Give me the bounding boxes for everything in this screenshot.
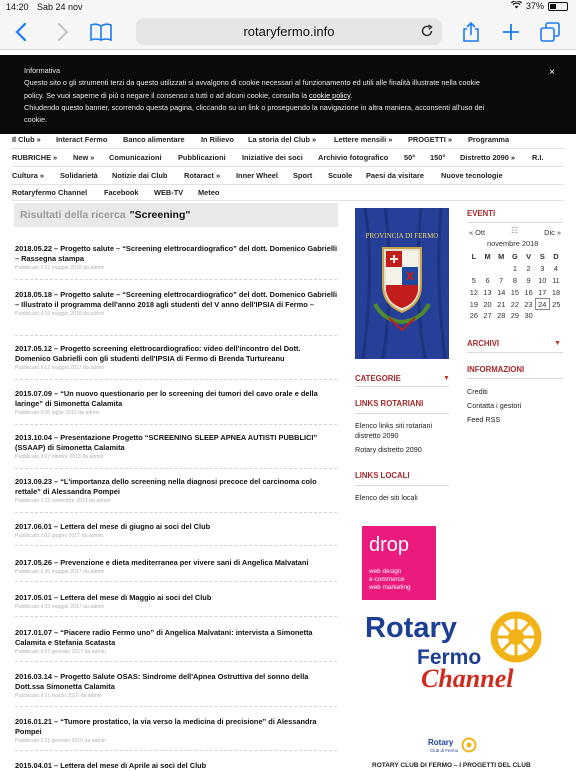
calendar-month: novembre 2018 <box>487 239 539 248</box>
post-separator <box>15 335 337 336</box>
tabs-icon[interactable] <box>538 20 562 44</box>
info-link-contatta[interactable]: Contatta i gestori <box>467 401 522 410</box>
menu-item[interactable]: Nuove tecnologie <box>441 171 503 180</box>
calendar-day: 14 <box>497 287 506 297</box>
links-rotariani-item[interactable]: Rotary distretto 2090 <box>355 445 422 454</box>
menu-item[interactable]: Banco alimentare <box>123 135 185 144</box>
calendar-week <box>467 310 563 322</box>
menu-item[interactable]: WEB-TV <box>154 188 184 197</box>
search-results-label: Risultati della ricerca <box>20 209 126 221</box>
cookie-text-line2-post: . <box>350 90 353 100</box>
calendar-day: 16 <box>524 287 533 297</box>
menu-item[interactable]: 150° <box>430 153 446 162</box>
cookie-text-line2 <box>24 90 536 102</box>
calendar-day: 15 <box>510 287 520 297</box>
post-item <box>15 761 337 771</box>
status-right <box>511 1 568 11</box>
menu-item[interactable]: Programma <box>468 135 510 144</box>
menu-item[interactable]: Rotaract » <box>184 171 221 180</box>
post-item <box>15 477 337 504</box>
calendar-day: 30 <box>524 311 533 321</box>
new-tab-icon[interactable] <box>499 20 523 44</box>
post-separator <box>15 750 337 751</box>
calendar-day: 3 <box>540 264 545 274</box>
calendar-day-today: 24 <box>535 298 549 310</box>
calendar-toggle-icon[interactable]: ☷ <box>511 226 519 235</box>
cookie-text-line1: Questo sito o gli strumenti terzi da questo utilizzati si avvalgono di cookie necessari al funzionamento ed utili alle finalità illustrate nella cookie <box>24 78 480 88</box>
info-link-crediti[interactable]: Crediti <box>467 387 488 396</box>
calendar-day <box>481 263 495 275</box>
menu-item[interactable]: Lettere mensili » <box>334 135 393 144</box>
calendar-grid <box>467 251 563 322</box>
post-item <box>15 628 337 655</box>
post-item <box>15 244 337 271</box>
menu-item[interactable]: Comunicazioni <box>109 153 162 162</box>
small-rotary-wheel-icon <box>461 737 477 753</box>
menu-item[interactable]: La storia del Club » <box>248 135 317 144</box>
drop-taglines <box>369 568 411 592</box>
fermo-word: Fermo <box>417 646 482 669</box>
post-meta: Pubblicato il 21 gennaio 2016 da admin <box>15 738 106 745</box>
channel-word: Channel <box>421 664 514 693</box>
post-item <box>15 717 337 744</box>
post-separator <box>15 706 337 707</box>
menu-divider <box>12 184 564 185</box>
sidebar-divider <box>355 386 449 387</box>
calendar-day: 28 <box>497 311 506 321</box>
post-meta: Pubblicato il 26 maggio 2017 da admin <box>15 569 105 576</box>
calendar-day: 11 <box>552 275 560 285</box>
post-title[interactable]: 2017.05.26 – Prevenzione e dieta mediterranea per vivere sani di Angelica Malvatani <box>15 558 309 567</box>
calendar-day: 18 <box>551 287 561 297</box>
calendar-header-row <box>467 251 563 263</box>
sidebar-divider <box>355 413 449 414</box>
post-title[interactable]: 2016.03.14 – Progetto Salute OSAS: Sindrome dell'Apnea Ostruttiva del sonno della Dott.ssa Simonetta Calamita <box>15 672 309 692</box>
calendar-week <box>467 298 563 310</box>
post-separator <box>15 279 337 280</box>
calendar-day: 27 <box>483 311 492 321</box>
browser-toolbar <box>0 14 576 50</box>
post-item <box>15 672 337 699</box>
calendar-day: 12 <box>469 287 478 297</box>
calendar-day: 4 <box>553 264 559 274</box>
calendar-day: 5 <box>471 275 476 285</box>
drop-tagline: web marketing <box>369 584 411 591</box>
post-separator <box>15 616 337 617</box>
links-rotariani-heading: LINKS ROTARIANI <box>355 399 424 408</box>
calendar-weekday: S <box>539 252 545 262</box>
post-title[interactable]: 2017.05.12 – Progetto screening elettrocardiografico: video dell'incontro del Dott. Domenico Gabrielli con gli studenti dell'IPSIA di Fermo di Brenda Turtureanu <box>15 344 301 364</box>
post-title[interactable]: 2013.09.23 – “L'importanza dello screening nella diagnosi precoce del carcinoma colo rettale” di Alessandra Pompei <box>15 477 317 497</box>
menu-item[interactable]: Pubblicazioni <box>178 153 226 162</box>
menu-divider <box>12 200 564 201</box>
post-title[interactable]: 2018.05.22 – Progetto salute – “Screening elettrocardiografico” del dott. Domenico Gabrielli – Rassegna stampa <box>15 244 337 264</box>
battery-icon <box>548 2 568 11</box>
menu-item[interactable]: Distretto 2090 » <box>460 153 516 162</box>
drop-tagline: e-commerce <box>369 576 405 583</box>
rotary-wheel-icon <box>489 610 543 664</box>
cookie-text-line3: Chiudendo questo banner, scorrendo questa pagina, cliccando su un link o proseguendo la navigazione in altra maniera, acconsenti all'uso dei <box>24 102 485 112</box>
post-meta: Pubblicato il 06 luglio 2015 da admin <box>15 410 100 417</box>
calendar-day: 23 <box>524 299 533 309</box>
calendar-weekday: G <box>512 252 518 262</box>
cookie-title: Informativa <box>24 66 61 75</box>
rotary-club-logo <box>428 736 488 760</box>
post-separator <box>15 581 337 582</box>
calendar-day: 26 <box>469 311 478 321</box>
calendar-weekday: V <box>526 252 532 262</box>
calendar-day: 25 <box>552 299 561 309</box>
post-item <box>15 433 337 460</box>
wifi-icon <box>511 1 522 11</box>
menu-item[interactable]: PROGETTI » <box>408 135 452 144</box>
post-meta: Pubblicato il 19 maggio 2018 da admin <box>15 311 105 318</box>
menu-item[interactable]: R.I. <box>532 153 544 162</box>
post-meta: Pubblicato il 02 giugno 2017 da admin <box>15 533 103 540</box>
post-title[interactable]: 2017.05.01 – Lettera del mese di Maggio ai soci del Club <box>15 593 212 602</box>
calendar-day: 1 <box>512 264 517 274</box>
calendar-prev-link[interactable]: « Ott <box>469 228 486 237</box>
calendar-day: 7 <box>499 275 504 285</box>
small-rotary-word: Rotary <box>428 738 454 747</box>
drop-logo: drop <box>369 534 410 556</box>
calendar-day: 8 <box>512 275 517 285</box>
calendar-weekday: L <box>471 252 477 262</box>
eventi-heading: EVENTI <box>467 209 496 218</box>
post-item <box>15 522 337 539</box>
small-club-word: Club di Fermo <box>430 748 459 753</box>
menu-item[interactable]: Rotaryfermo Channel <box>12 188 88 197</box>
cookie-policy-link[interactable]: cookie policy <box>309 90 351 100</box>
post-item <box>15 593 337 610</box>
informazioni-heading: INFORMAZIONI <box>467 365 525 374</box>
post-separator <box>15 424 337 425</box>
post-meta: Pubblicato il 12 maggio 2017 da admin <box>15 365 105 372</box>
chevron-down-icon[interactable]: ▼ <box>554 340 561 347</box>
calendar-day <box>467 263 481 275</box>
calendar-day <box>494 263 508 275</box>
calendar-day: 9 <box>526 275 531 285</box>
post-separator <box>15 512 337 513</box>
calendar-week <box>467 263 563 275</box>
menu-item[interactable]: Solidarietà <box>60 171 98 180</box>
bottom-banner-text: ROTARY CLUB DI FERMO – I PROGETTI DEL CLUB <box>372 762 531 769</box>
post-meta: Pubblicato il 22 maggio 2018 da admin <box>15 265 105 272</box>
calendar-week <box>467 275 563 287</box>
address-bar[interactable] <box>136 18 442 45</box>
post-title[interactable]: 2013.10.04 – Presentazione Progetto “SCREENING SLEEP APNEA AUTISTI PUBBLICI” (SSAAP) di Simonetta Calamita <box>15 433 318 453</box>
menu-item[interactable]: Interact Fermo <box>56 135 108 144</box>
calendar-day: 17 <box>538 287 547 297</box>
post-meta: Pubblicato il 21 marzo 2016 da admin <box>15 693 102 700</box>
menu-item[interactable]: 50° <box>404 153 416 162</box>
calendar-day: 10 <box>538 275 547 285</box>
chevron-down-icon[interactable]: ▼ <box>443 375 450 382</box>
calendar-day <box>549 310 563 322</box>
calendar-day <box>535 310 549 322</box>
forward-icon[interactable] <box>50 20 74 44</box>
banner-caption: PROVINCIA DI FERMO <box>365 232 439 240</box>
drop-ad-banner[interactable] <box>362 526 436 600</box>
search-results-heading <box>14 203 338 227</box>
rotary-word: Rotary <box>365 612 457 644</box>
post-item <box>15 290 337 317</box>
cookie-text-line2-pre: policy. Se vuoi saperne di più o negare il consenso a tutti o ad alcuni cookie, consulta la <box>24 90 307 100</box>
post-meta: Pubblicato il 03 maggio 2017 da admin <box>15 604 105 611</box>
cookie-banner <box>0 55 576 134</box>
calendar-weekday: M <box>498 252 505 262</box>
calendar-weekday: D <box>553 252 559 262</box>
calendar-weekday: M <box>484 252 491 262</box>
menu-item[interactable]: New » <box>73 153 95 162</box>
menu-item[interactable]: In Rilievo <box>201 135 234 144</box>
menu-item[interactable]: Scuole <box>328 171 353 180</box>
cookie-text-line4: cookie. <box>24 115 48 125</box>
calendar-day: 29 <box>510 311 520 321</box>
rotary-fermo-channel-banner[interactable] <box>361 610 543 701</box>
status-time: 14:20 <box>6 2 29 12</box>
post-title[interactable]: 2015.04.01 – Lettera del mese di Aprile ai soci del Club <box>15 761 207 770</box>
categorie-heading[interactable]: CATEGORIE <box>355 374 401 383</box>
menu-item[interactable]: Facebook <box>104 188 139 197</box>
calendar-day: 21 <box>497 299 506 309</box>
links-locali-item[interactable]: Elenco dei siti locali <box>355 493 418 502</box>
calendar-day: 13 <box>483 287 492 297</box>
calendar-day: 19 <box>469 299 478 309</box>
archivi-heading[interactable]: ARCHIVI <box>467 339 500 348</box>
post-title[interactable]: 2018.05.18 – Progetto salute – “Screening elettrocardiografico” del dott. Domenico Gabrielli – Illustrato il programma dell'anno 2018 agli studenti del V anno dell'IPSIA di Fermo – <box>15 290 337 310</box>
calendar-week <box>467 286 563 298</box>
menu-item[interactable]: Meteo <box>198 188 220 197</box>
menu-item[interactable]: Iniziative dei soci <box>242 153 303 162</box>
calendar-day: 20 <box>483 299 492 309</box>
search-query: "Screening" <box>129 209 191 221</box>
province-banner-image <box>355 208 449 359</box>
address-url: rotaryfermo.info <box>243 24 335 39</box>
reload-icon[interactable] <box>420 18 434 47</box>
post-title[interactable]: 2016.01.21 – “Tumore prostatico, la via verso la medicina di precisione” di Alessandra Pompei <box>15 717 317 737</box>
bookmarks-icon[interactable] <box>89 20 113 44</box>
post-item <box>15 389 337 416</box>
cookie-close-button[interactable]: × <box>549 67 555 78</box>
post-item <box>15 558 337 575</box>
post-separator <box>15 468 337 469</box>
info-link-feed-rss[interactable]: Feed RSS <box>467 415 501 424</box>
sidebar-divider <box>467 222 563 223</box>
links-locali-heading: LINKS LOCALI <box>355 471 410 480</box>
post-separator <box>15 661 337 662</box>
links-rotariani-item[interactable]: Elenco links siti rotariani distretto 2090 <box>355 421 433 440</box>
calendar-day: 6 <box>485 275 490 285</box>
menu-item[interactable]: RUBRICHE » <box>12 153 58 162</box>
calendar-next-link[interactable]: Dic » <box>544 228 561 237</box>
calendar-day: 2 <box>526 264 531 274</box>
status-date: Sab 24 nov <box>37 2 83 12</box>
post-title[interactable]: 2015.07.09 – “Un nuovo questionario per lo screening dei tumori del cavo orale e della laringe” di Simonetta Calamita <box>15 389 318 409</box>
menu-item[interactable]: Notizie dai Club <box>112 171 168 180</box>
calendar-day: 22 <box>510 299 520 309</box>
post-title[interactable]: 2017.06.01 – Lettera del mese di giugno ai soci del Club <box>15 522 211 531</box>
post-title[interactable]: 2017.01.07 – “Piacere radio Fermo uno” di Angelica Malvatani: intervista a Simonetta Calamita e Stefania Scatasta <box>15 628 313 648</box>
post-meta: Pubblicato il 07 gennaio 2017 da admin <box>15 649 106 656</box>
drop-tagline: web design <box>369 568 402 575</box>
menu-divider <box>12 148 564 149</box>
menu-item[interactable]: Archivio fotografico <box>318 153 389 162</box>
post-separator <box>15 545 337 546</box>
menu-divider <box>12 166 564 167</box>
menu-item[interactable]: Paesi da visitare <box>366 171 424 180</box>
post-meta: Pubblicato il 07 ottobre 2013 da admin <box>15 454 104 461</box>
status-bar <box>0 0 576 14</box>
post-separator <box>15 379 337 380</box>
post-item <box>15 344 337 371</box>
battery-percent: 37% <box>525 1 544 11</box>
menu-item[interactable]: Il Club » <box>12 135 41 144</box>
share-icon[interactable] <box>459 20 483 44</box>
menu-item[interactable]: Cultura » <box>12 171 45 180</box>
sidebar-divider <box>355 485 449 486</box>
post-meta: Pubblicato il 23 settembre 2013 da admin <box>15 498 111 505</box>
menu-item[interactable]: Sport <box>293 171 313 180</box>
sidebar-divider <box>467 352 563 353</box>
menu-item[interactable]: Inner Wheel <box>236 171 278 180</box>
back-icon[interactable] <box>10 20 34 44</box>
sidebar-divider <box>467 378 563 379</box>
